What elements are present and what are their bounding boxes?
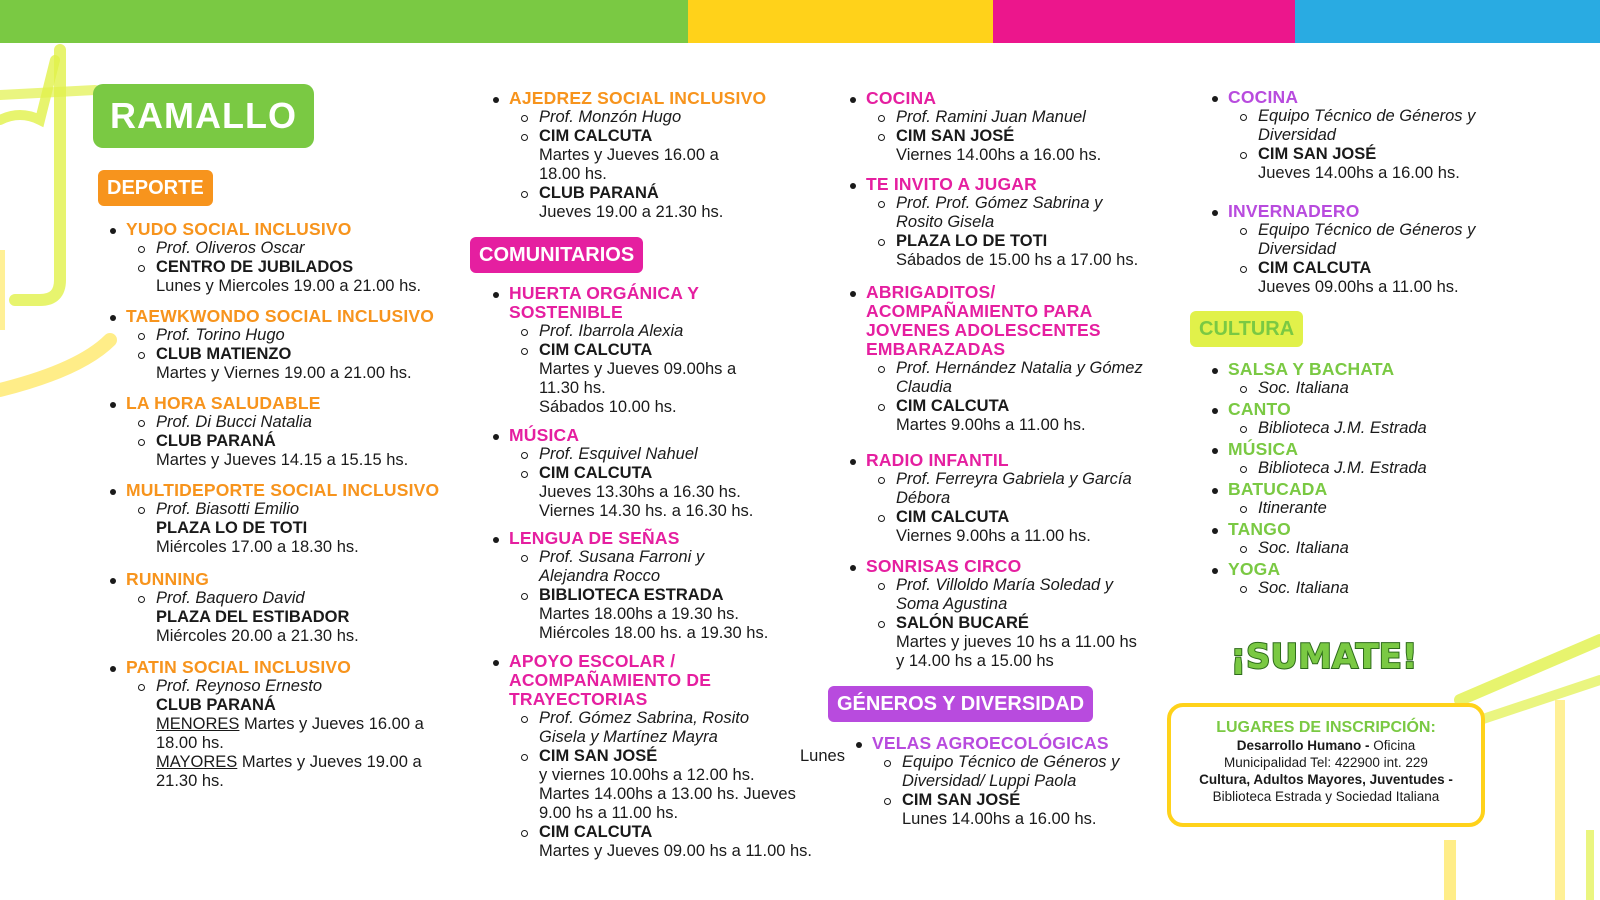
activity-schedule: Martes 18.00hs a 19.30 hs.	[539, 605, 739, 623]
activity-name: RADIO INFANTIL	[866, 450, 1009, 470]
activity-prof-cont: Alejandra Rocco	[539, 567, 661, 585]
activity-ajedrez	[509, 89, 766, 222]
culture-item	[1228, 400, 1427, 438]
activity-schedule: Martes 9.00hs a 11.00 hs.	[896, 416, 1086, 434]
inscription-line-3	[1171, 771, 1481, 788]
activity-prof: Prof. Torino Hugo	[156, 326, 285, 344]
activity-place: CIM CALCUTA	[896, 508, 1010, 526]
activity-schedule: Miércoles 17.00 a 18.30 hs.	[156, 538, 359, 556]
schedule-mayores-end: 21.30 hs.	[156, 772, 224, 790]
activity-name: PATIN SOCIAL INCLUSIVO	[126, 657, 352, 677]
activity-radio-infantil	[866, 451, 1132, 546]
activity-place: CIM CALCUTA	[539, 464, 653, 482]
activity-prof: Prof. Ferreyra Gabriela y García	[896, 470, 1132, 488]
activity-place: CIM CALCUTA	[896, 397, 1010, 415]
activity-name: HUERTA ORGÁNICA Y	[509, 283, 700, 303]
inscription-title: LUGARES DE INSCRIPCIÓN:	[1216, 719, 1436, 736]
activity-place: CIM CALCUTA	[539, 127, 653, 145]
mayores-label: MAYORES	[156, 753, 238, 771]
section-badge-generos: GÉNEROS Y DIVERSIDAD	[828, 686, 1093, 722]
menores-time: Martes y Jueves 16.00 a	[239, 715, 424, 733]
activity-musica	[509, 426, 753, 521]
activity-velas	[872, 734, 1119, 829]
activity-schedule: Martes y Viernes 19.00 a 21.00 hs.	[156, 364, 412, 382]
activity-name: COCINA	[1228, 87, 1299, 107]
activity-schedule: y 14.00 hs a 15.00 hs	[896, 652, 1054, 670]
activity-place: CIM CALCUTA	[1258, 259, 1372, 277]
culture-item	[1228, 360, 1427, 398]
culture-place: Itinerante	[1258, 499, 1327, 517]
culture-item	[1228, 480, 1427, 518]
activity-prof: Prof. Ibarrola Alexia	[539, 322, 684, 340]
activity-place: CENTRO DE JUBILADOS	[156, 258, 354, 276]
activity-prof: Prof. Biasotti Emilio	[156, 500, 300, 518]
page-title: RAMALLO	[93, 84, 314, 148]
activity-schedule: Sábados de 15.00 hs a 17.00 hs.	[896, 251, 1139, 269]
activity-invernadero	[1228, 202, 1475, 297]
activity-schedule: y viernes 10.00hs a 12.00 hs.	[539, 766, 755, 784]
activity-prof-cont: Débora	[896, 489, 951, 507]
activity-place: CIM SAN JOSÉ	[539, 747, 658, 765]
activity-place: PLAZA LO DE TOTI	[896, 232, 1048, 250]
activity-schedule: Martes y Jueves 09.00hs a	[539, 360, 737, 378]
activity-running	[126, 570, 359, 646]
activity-schedule: Jueves 19.00 a 21.30 hs.	[539, 203, 724, 221]
activity-name: EMBARAZADAS	[866, 339, 1006, 359]
activity-prof: Prof. Villoldo María Soledad y	[896, 576, 1114, 594]
activity-schedule: Viernes 14.30 hs. a 16.30 hs.	[539, 502, 754, 520]
activity-prof: Prof. Baquero David	[156, 589, 305, 607]
activity-name: COCINA	[866, 88, 937, 108]
schedule-menores	[126, 715, 424, 734]
menores-label: MENORES	[156, 715, 240, 733]
activity-place: CLUB PARANÁ	[156, 432, 276, 450]
culture-place: Soc. Italiana	[1258, 579, 1349, 597]
culture-name: MÚSICA	[1228, 439, 1299, 459]
activity-name: LENGUA DE SEÑAS	[509, 528, 680, 548]
activity-name: AJEDREZ SOCIAL INCLUSIVO	[509, 88, 767, 108]
activity-place: CLUB MATIENZO	[156, 345, 292, 363]
activity-prof: Prof. Oliveros Oscar	[156, 239, 305, 257]
activity-place: PLAZA LO DE TOTI	[156, 519, 308, 537]
activity-name: ACOMPAÑAMIENTO PARA	[866, 301, 1093, 321]
activity-schedule: Miércoles 18.00 hs. a 19.30 hs.	[539, 624, 769, 642]
activity-cocina-2	[1228, 88, 1475, 183]
activity-schedule: Viernes 9.00hs a 11.00 hs.	[896, 527, 1091, 545]
culture-place: Biblioteca J.M. Estrada	[1258, 419, 1427, 437]
activity-name: SOSTENIBLE	[509, 302, 623, 322]
schedule-menores-end: 18.00 hs.	[156, 734, 224, 752]
color-bar-yellow	[688, 0, 993, 43]
activity-name: YUDO SOCIAL INCLUSIVO	[126, 219, 352, 239]
activity-prof: Prof. Reynoso Ernesto	[156, 677, 322, 695]
culture-list	[1228, 360, 1427, 598]
inscription-line-1-text: Oficina	[1373, 738, 1416, 753]
activity-place: CIM SAN JOSÉ	[1258, 145, 1377, 163]
activity-abrigaditos	[866, 283, 1143, 435]
activity-schedule: Martes 14.00hs a 13.00 hs. Jueves	[539, 785, 796, 803]
activity-cocina-1	[866, 89, 1101, 165]
activity-te-invito-a-jugar	[866, 175, 1138, 270]
inscription-line-1-bold: Desarrollo Humano -	[1236, 738, 1374, 753]
mayores-time: Martes y Jueves 19.00 a	[237, 753, 422, 771]
activity-multideporte	[126, 481, 439, 557]
activity-schedule: Lunes 14.00hs a 16.00 hs.	[902, 810, 1097, 828]
inscription-line-1	[1171, 737, 1481, 754]
activity-patin	[126, 658, 424, 791]
activity-place: CLUB PARANÁ	[539, 184, 659, 202]
culture-name: SALSA Y BACHATA	[1228, 359, 1395, 379]
activity-prof: Equipo Técnico de Géneros y	[1258, 107, 1476, 125]
inscription-line-4: Biblioteca Estrada y Sociedad Italiana	[1212, 789, 1440, 804]
activity-place: CIM CALCUTA	[539, 341, 653, 359]
activity-prof: Equipo Técnico de Géneros y	[1258, 221, 1476, 239]
section-badge-deporte: DEPORTE	[98, 170, 213, 206]
inscription-line-3-bold: Cultura, Adultos Mayores, Juventudes -	[1199, 772, 1453, 787]
color-bar-pink	[993, 0, 1295, 43]
activity-name: TAEWKWONDO SOCIAL INCLUSIVO	[126, 306, 435, 326]
activity-schedule: Martes y jueves 10 hs a 11.00 hs	[896, 633, 1137, 651]
activity-prof-cont: Rosito Gisela	[896, 213, 995, 231]
activity-schedule: Sábados 10.00 hs.	[539, 398, 677, 416]
inscription-info-box	[1167, 703, 1485, 827]
activity-schedule: Martes y Jueves 16.00 a	[539, 146, 719, 164]
activity-schedule: 18.00 hs.	[539, 165, 607, 183]
culture-place: Soc. Italiana	[1258, 379, 1349, 397]
activity-name: INVERNADERO	[1228, 201, 1360, 221]
activity-prof-cont: Soma Agustina	[896, 595, 1008, 613]
activity-hora-saludable	[126, 394, 408, 470]
activity-apoyo-escolar	[509, 651, 845, 861]
activity-schedule: Lunes y Miercoles 19.00 a 21.00 hs.	[156, 277, 422, 295]
activity-lengua-senas	[509, 529, 768, 643]
culture-name: YOGA	[1228, 559, 1281, 579]
activity-name: ACOMPAÑAMIENTO DE	[509, 670, 712, 690]
activity-schedule: Miércoles 20.00 a 21.30 hs.	[156, 627, 359, 645]
activity-sonrisas-circo	[866, 557, 1137, 671]
activity-name: LA HORA SALUDABLE	[126, 393, 321, 413]
activity-name: TRAYECTORIAS	[509, 689, 648, 709]
activity-schedule: 9.00 hs a 11.00 hs.	[539, 804, 679, 822]
activity-prof: Equipo Técnico de Géneros y	[902, 753, 1120, 771]
activity-place: CLUB PARANÁ	[156, 696, 276, 714]
culture-item	[1228, 560, 1427, 598]
activity-name: MÚSICA	[509, 425, 580, 445]
activity-schedule: Jueves 09.00hs a 11.00 hs.	[1258, 278, 1459, 296]
activity-schedule: Martes y Jueves 09.00 hs a 11.00 hs.	[539, 842, 813, 860]
activity-name: ABRIGADITOS/	[866, 282, 996, 302]
activity-schedule: 11.30 hs.	[539, 379, 606, 397]
activity-schedule: Jueves 13.30hs a 16.30 hs.	[539, 483, 741, 501]
activity-prof-cont: Diversidad/ Luppi Paola	[902, 772, 1077, 790]
activity-place: PLAZA DEL ESTIBADOR	[156, 608, 350, 626]
culture-name: CANTO	[1228, 399, 1291, 419]
sumate-logo-text: ¡SUMATE!	[1230, 637, 1418, 677]
top-color-bar	[0, 0, 1600, 43]
schedule-mayores	[126, 753, 424, 772]
activity-place: CIM SAN JOSÉ	[902, 791, 1021, 809]
activity-prof: Prof. Susana Farroni y	[539, 548, 705, 566]
activity-prof: Prof. Di Bucci Natalia	[156, 413, 312, 431]
activity-name: SONRISAS CIRCO	[866, 556, 1022, 576]
section-badge-cultura: CULTURA	[1190, 311, 1303, 347]
culture-name: TANGO	[1228, 519, 1291, 539]
activity-name: APOYO ESCOLAR /	[509, 651, 676, 671]
activity-huerta	[509, 284, 736, 417]
activity-name: TE INVITO A JUGAR	[866, 174, 1037, 194]
inscription-line-2: Municipalidad Tel: 422900 int. 229	[1224, 755, 1428, 770]
activity-name: RUNNING	[126, 569, 210, 589]
activity-schedule: Martes y Jueves 14.15 a 15.15 hs.	[156, 451, 409, 469]
color-bar-blue	[1295, 0, 1600, 43]
activity-prof: Prof. Ramini Juan Manuel	[896, 108, 1086, 126]
activity-yudo	[126, 220, 421, 296]
activity-place-extra: Lunes	[800, 747, 845, 765]
activity-prof-cont: Diversidad	[1258, 126, 1336, 144]
culture-place: Biblioteca J.M. Estrada	[1258, 459, 1427, 477]
section-badge-comunitarios: COMUNITARIOS	[470, 237, 643, 273]
activity-prof-cont: Gisela y Martínez Mayra	[539, 728, 718, 746]
activity-prof: Prof. Gómez Sabrina, Rosito	[539, 709, 750, 727]
sumate-logo	[1230, 632, 1418, 677]
culture-item	[1228, 440, 1427, 478]
activity-prof: Prof. Monzón Hugo	[539, 108, 682, 126]
activity-prof: Prof. Esquivel Nahuel	[539, 445, 698, 463]
activity-place: BIBLIOTECA ESTRADA	[539, 586, 724, 604]
culture-place: Soc. Italiana	[1258, 539, 1349, 557]
activity-schedule: Jueves 14.00hs a 16.00 hs.	[1258, 164, 1460, 182]
culture-name: BATUCADA	[1228, 479, 1328, 499]
culture-item	[1228, 520, 1427, 558]
activity-taekwondo	[126, 307, 434, 383]
activity-name: MULTIDEPORTE SOCIAL INCLUSIVO	[126, 480, 440, 500]
color-bar-green	[0, 0, 688, 43]
activity-prof-cont: Claudia	[896, 378, 952, 396]
activity-place: SALÓN BUCARÉ	[896, 614, 1029, 632]
activity-name: JOVENES ADOLESCENTES	[866, 320, 1101, 340]
activity-place: CIM CALCUTA	[539, 823, 653, 841]
activity-prof: Prof. Prof. Gómez Sabrina y	[896, 194, 1103, 212]
activity-name: VELAS AGROECOLÓGICAS	[872, 733, 1109, 753]
activity-prof: Prof. Hernández Natalia y Gómez	[896, 359, 1143, 377]
activity-schedule: Viernes 14.00hs a 16.00 hs.	[896, 146, 1102, 164]
activity-place: CIM SAN JOSÉ	[896, 127, 1015, 145]
activity-prof-cont: Diversidad	[1258, 240, 1336, 258]
